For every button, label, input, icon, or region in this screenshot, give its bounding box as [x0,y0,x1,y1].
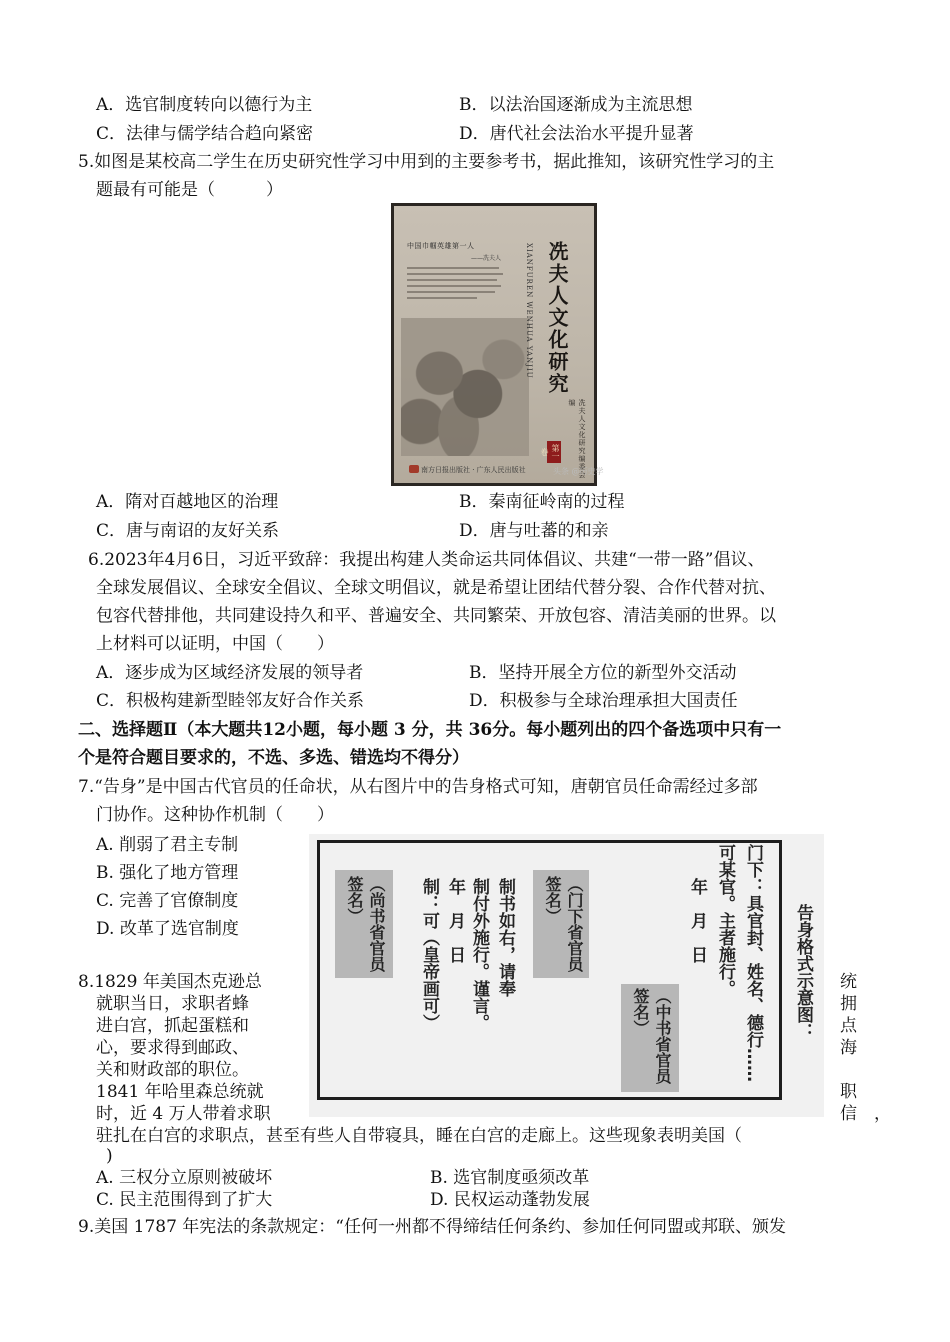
q8-left-line5: 关和财政部的职位。 [96,1060,249,1080]
zhongshu-sign-text: （中书省官员签名） [631,988,672,1084]
book-editor: 冼夫人文化研究编委会 编 [568,399,586,479]
q7-option-a: A. 削弱了君主专制 [96,835,239,855]
q8-option-c: C. 民主范围得到了扩大 [96,1190,273,1210]
q8-left-line1: 8.1829 年美国杰克逊总 [78,972,262,992]
q8-right-char1: 统 [840,972,857,992]
zhishu-date: 年 月 日 [445,878,465,963]
q4-option-d: D．唐代社会法治水平提升显著 [459,124,694,144]
q6-option-b: B．坚持开展全方位的新型外交活动 [469,663,737,683]
q7-line1: 7.“告身”是中国古代官员的任命状，从右图片中的告身格式可知，唐朝官员任命需经过多部 [78,777,758,797]
book-blurb-text [407,267,503,303]
zhishu-column-2: 制付外施行。谨言。 [469,878,489,1031]
q6-line2: 全球发展倡议、全球安全倡议、全球文明倡议，就是希望让团结代替分裂、合作代替对抗、 [96,578,776,598]
q5-option-b: B．秦南征岭南的过程 [459,492,625,512]
q5-stem-line1: 5.如图是某校高二学生在历史研究性学习中用到的主要参考书，据此推知，该研究性学习的主 [78,152,775,172]
q7-line2: 门协作。这种协作机制（ ） [96,805,334,825]
book-cover-image [391,203,597,486]
book-top-subtitle: ——冼夫人 [471,255,502,262]
q6-line1: 6.2023年4月6日，习近平致辞：我提出构建人类命运共同体倡议、共建“一带一路”倡议、 [88,550,765,570]
menxia-sign-box [533,870,589,978]
q8-option-b: B. 选官制度亟须改革 [430,1168,590,1188]
menxia-column-2: 可某官。主者施行。 [715,844,735,997]
book-top-title: 中国巾帼英雄第一人 [407,242,475,250]
q6-option-a: A．逐步成为区域经济发展的领导者 [96,663,364,683]
q6-line3: 包容代替排他，共同建设持久和平、普遍安全、共同繁荣、开放包容、清洁美丽的世界。以 [96,606,776,626]
q8-right-char2: 拥 [840,994,857,1014]
q8-right-char5: 职 [840,1082,857,1102]
q5-option-d: D．唐与吐蕃的和亲 [459,521,609,541]
q7-option-c: C. 完善了官僚制度 [96,891,239,911]
shangshu-sign-text: （尚书省官员签名） [345,876,386,972]
menxia-date: 年 月 日 [687,878,707,963]
publisher-logo-icon [409,465,419,473]
q6-line4: 上材料可以证明，中国（ ） [96,634,334,654]
q8-right-char6: 信 ， [840,1104,891,1124]
q5-option-a: A．隋对百越地区的治理 [96,492,279,512]
menxia-sign-text: （门下省官员签名） [543,876,584,972]
zhongshu-sign-box [621,984,679,1092]
q4-option-b: B．以法治国逐渐成为主流思想 [459,95,693,115]
q8-line8: 驻扎在白宫的求职点，甚至有些人自带寝具，睡在白宫的走廊上。这些现象表明美国（ [96,1126,742,1146]
q6-option-d: D．积极参与全球治理承担大国责任 [469,691,738,711]
diagram-title: 告身格式示意图： [793,904,813,1040]
q8-left-line2: 就职当日，求职者蜂 [96,994,249,1014]
q8-left-line3: 进白宫，抓起蛋糕和 [96,1016,249,1036]
book-battle-artwork [401,318,529,456]
q8-left-line6: 1841 年哈里森总统就 [96,1082,264,1102]
gaoshen-format-diagram [309,834,824,1117]
book-vertical-title: 冼夫人文化研究 [545,241,569,395]
q9-line1: 9.美国 1787 年宪法的条款规定：“任何一州都不得缔结任何条约、参加任何同盟或邦联、颁发 [78,1217,786,1237]
image-watermark: 头条 @历史学 [553,467,604,476]
q7-option-b: B. 强化了地方管理 [96,863,239,883]
q5-option-c: C．唐与南诏的友好关系 [96,521,280,541]
q8-left-line7: 时，近 4 万人带着求职 [96,1104,271,1124]
q8-line9: ) [106,1146,113,1166]
shangshu-sign-box [335,870,393,978]
q4-option-a: A．选官制度转向以德行为主 [96,95,313,115]
q8-option-a: A. 三权分立原则被破坏 [96,1168,273,1188]
q8-right-char4: 海 [840,1038,857,1058]
q8-option-d: D. 民权运动蓬勃发展 [430,1190,590,1210]
book-volume-seal: 第一卷 [547,441,561,463]
section2-header-line1: 二、选择题Ⅱ（本大题共12小题，每小题 3 分，共 36分。每小题列出的四个备选项中只有一 [78,720,782,740]
q8-right-char3: 点 [840,1016,857,1036]
menxia-column-1: 门下：具官封、姓名、德行…… [743,844,763,1082]
q5-stem-line2: 题最有可能是（ ） [96,180,283,200]
q6-option-c: C．积极构建新型睦邻友好合作关系 [96,691,365,711]
q7-option-d: D. 改革了选官制度 [96,919,239,939]
section2-header-line2: 个是符合题目要求的，不选、多选、错选均不得分） [78,748,469,768]
book-publisher: 南方日报出版社 · 广东人民出版社 [421,466,526,474]
zhishu-column-1: 制书如右，请奉 [495,878,515,997]
book-pinyin: XIANFUREN WENHUA YANJIU [525,243,533,379]
q4-option-c: C．法律与儒学结合趋向紧密 [96,124,314,144]
q8-left-line4: 心，要求得到邮政、 [96,1038,249,1058]
zhishu-approval: 制：可（皇帝画可） [419,878,439,1031]
